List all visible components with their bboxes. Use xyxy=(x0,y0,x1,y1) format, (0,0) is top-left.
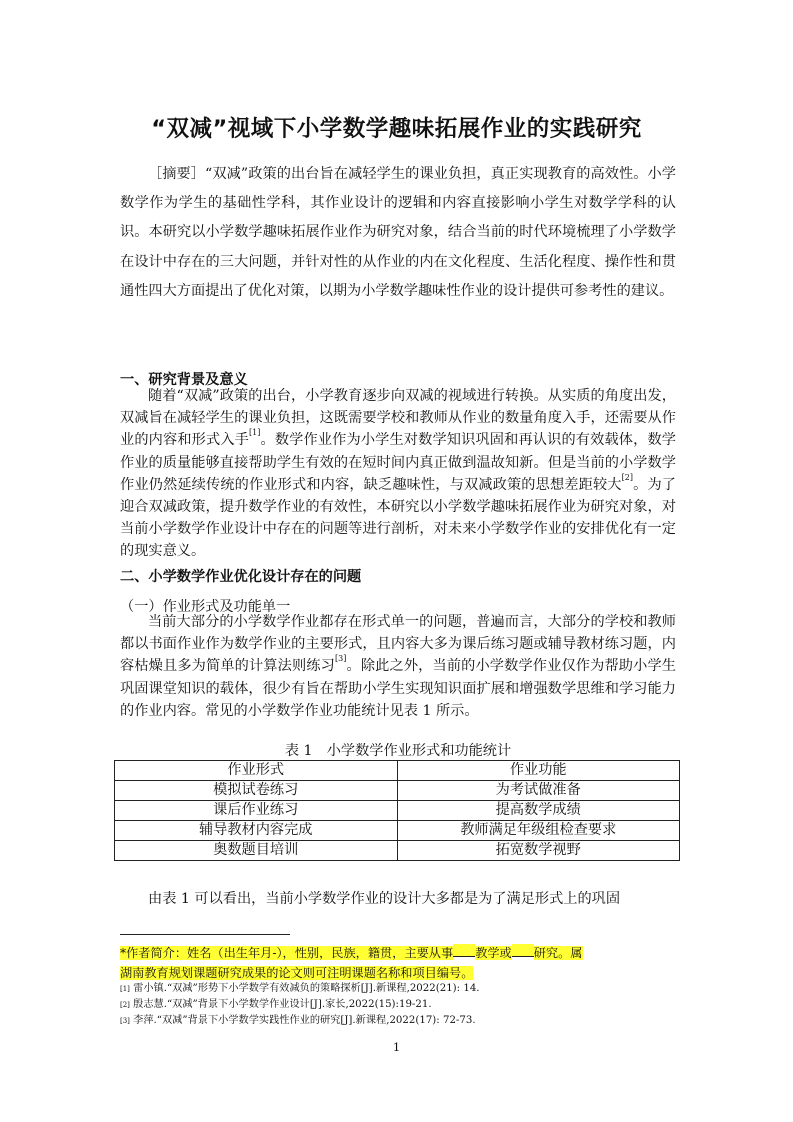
footnote-mark: [3] xyxy=(120,1017,130,1025)
blank-line xyxy=(453,944,475,957)
table-cell: 拓宽数学视野 xyxy=(397,841,680,861)
citation-1: [1] xyxy=(249,428,261,438)
page-number: 1 xyxy=(392,1040,401,1054)
table-row xyxy=(115,801,680,821)
section-heading-problems: 二、小学数学作业优化设计存在的问题 xyxy=(120,569,362,585)
footnote-text: 殷志慧.“双减”背景下小学数学作业设计[J].家长,2022(15):19-21. xyxy=(129,999,432,1010)
after-table-paragraph: 由表 1 可以看出，当前小学数学作业的设计大多都是为了满足形式上的巩固 xyxy=(148,891,621,907)
table-caption: 表 1 小学数学作业形式和功能统计 xyxy=(284,743,512,759)
table-header-function: 作业功能 xyxy=(397,761,680,781)
subsection-heading-form: （一）作业形式及功能单一 xyxy=(120,599,291,615)
table-row xyxy=(115,841,680,861)
footnote-text: 雷小镇.“双减”形势下小学数学有效减负的策略探析[J].新课程,2022(21): 14. xyxy=(129,983,480,994)
homework-function-table xyxy=(114,760,680,861)
table-header-form: 作业形式 xyxy=(115,761,398,781)
problems-text-b: 。除此之外，当前的小学数学作业仅作为帮助小学生巩固课堂知识的载体，很少有旨在帮助小学生实现知识面扩展和增强数学思维和学习能力的作业内容。常见的小学数学作业功能统计见表 1 所示。 xyxy=(120,658,676,719)
reference-footnote xyxy=(120,998,680,1012)
citation-2: [2] xyxy=(621,472,633,482)
table-cell: 教师满足年级组检查要求 xyxy=(397,821,680,841)
table-cell: 为考试做准备 xyxy=(397,781,680,801)
problems-text-a: 当前大部分的小学数学作业都存在形式单一的问题，普遍而言，大部分的学校和教师都以书面作业作为数学作业的主要形式，且内容大多为课后练习题或辅导教材练习题，内容枯燥且多为简单的计算法则练习 xyxy=(120,614,676,675)
table-row xyxy=(115,821,680,841)
table-row xyxy=(115,781,680,801)
background-text-b: 。数学作业作为小学生对数学知识巩固和再认识的有效载体，数学作业的质量能够直接帮助学生有效的在短时间内真正做到温故知新。但是当前的小学数学作业仍然延续传统的作业形式和内容，缺乏趣味性，与双减政策的思想差距较大 xyxy=(120,432,676,493)
author-text-c: 研究。属 xyxy=(533,946,583,960)
background-paragraph xyxy=(120,385,676,563)
background-text-c: 。为了迎合双减政策，提升数学作业的有效性，本研究以小学数学趣味拓展作业为研究对象，对当前小学数学作业设计中存在的问题等进行剖析，对未来小学数学作业的安排优化有一定的现实意义。 xyxy=(120,476,676,560)
reference-footnote xyxy=(120,1014,680,1028)
author-text-d: 湖南教育规划课题研究成果的论文则可注明课题名称和项目编号。 xyxy=(120,966,474,980)
problems-paragraph xyxy=(120,611,676,722)
table-cell: 模拟试卷练习 xyxy=(115,781,398,801)
footnote-text: 李萍.“双减”背景下小学数学实践性作业的研究[J].新课程,2022(17): 72-73. xyxy=(129,1015,476,1026)
footnote-mark: [2] xyxy=(120,1001,130,1009)
author-footnote xyxy=(120,943,680,983)
footnote-divider xyxy=(120,934,290,935)
paper-title: “双减”视域下小学数学趣味拓展作业的实践研究 xyxy=(151,116,642,143)
table-cell: 辅导教材内容完成 xyxy=(115,821,398,841)
table-header-row xyxy=(115,761,680,781)
reference-footnote xyxy=(120,982,680,996)
blank-line xyxy=(512,944,534,957)
abstract: ［摘要］“双减”政策的出台旨在减轻学生的课业负担，真正实现教育的高效性。小学数学作为学生的基础性学科，其作业设计的逻辑和内容直接影响小学生对数学学科的认识。本研究以小学数学趣味拓展作业作为研究对象，结合当前的时代环境梳理了小学数学在设计中存在的三大问题，并针对性的从作业的内在文化程度、生活化程度、操作性和贯通性四大方面提出了优化对策，以期为小学数学趣味性作业的设计提供可参考性的建议。 xyxy=(120,166,676,299)
section-heading-background: 一、研究背景及意义 xyxy=(120,372,248,388)
footnote-mark: [1] xyxy=(120,985,130,993)
table-cell: 提高数学成绩 xyxy=(397,801,680,821)
citation-3: [3] xyxy=(335,654,347,664)
background-text-a: 随着“双减”政策的出台，小学教育逐步向双减的视域进行转换。从实质的角度出发，双减旨在减轻学生的课业负担，这既需要学校和教师从作业的数量角度入手，还需要从作业的内容和形式入手 xyxy=(120,388,676,449)
table-cell: 奥数题目培训 xyxy=(115,841,398,861)
table-cell: 课后作业练习 xyxy=(115,801,398,821)
author-text-b: 教学或 xyxy=(475,946,512,960)
author-text-a: *作者简介：姓名（出生年月-），性别，民族，籍贯，主要从事 xyxy=(120,946,454,960)
